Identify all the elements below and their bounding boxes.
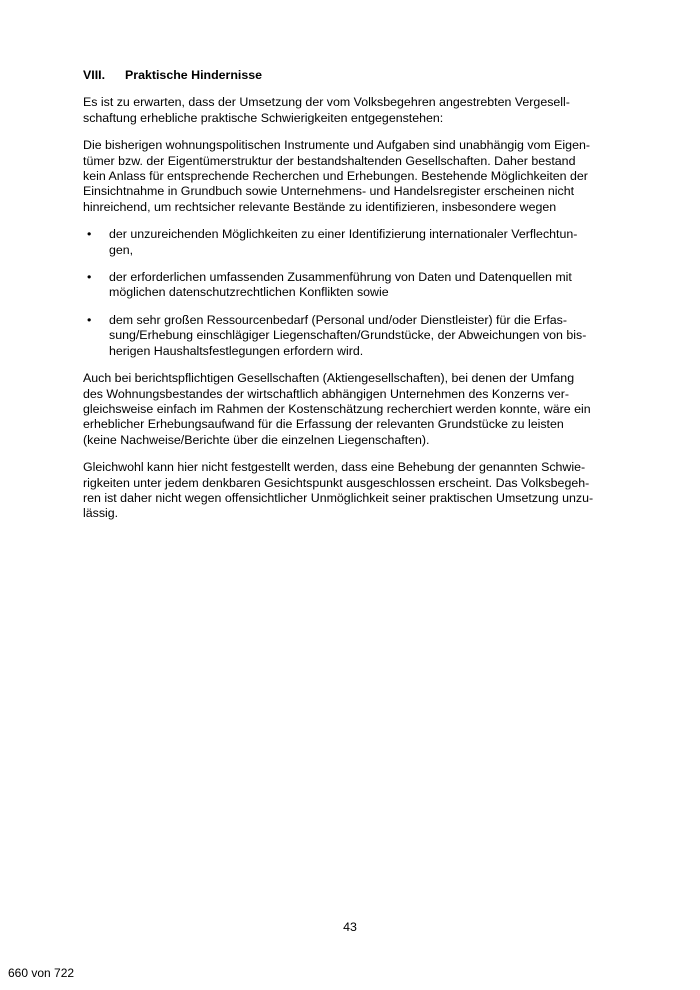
text-line: hinreichend, um rechtsicher relevante Bestände zu identifizieren, insbesondere wegen	[83, 199, 557, 214]
text-line: Die bisherigen wohnungspolitischen Instrumente und Aufgaben sind unabhängig vom Eigen-	[83, 138, 590, 153]
text-line: möglichen datenschutzrechtlichen Konflikten sowie	[109, 285, 389, 300]
text-line: gleichsweise einfach im Rahmen der Kostenschätzung recherchiert werden konnte, wäre ein	[83, 401, 591, 416]
bullet-icon: •	[87, 312, 92, 327]
text-line: schaftung erhebliche praktische Schwierigkeiten entgegenstehen:	[83, 110, 444, 125]
text-line: Einsichtnahme in Grundbuch sowie Unternehmens- und Handelsregister erscheinen nicht	[83, 184, 575, 199]
text-line: (keine Nachweise/Berichte über die einzelnen Liegenschaften).	[83, 432, 430, 447]
page-number: 43	[343, 920, 357, 934]
text-line: tümer bzw. der Eigentümerstruktur der bestandshaltenden Gesellschaften. Daher bestand	[83, 153, 576, 168]
section-heading	[83, 68, 623, 83]
bullet-item	[83, 227, 623, 258]
text-line: der erforderlichen umfassenden Zusammenführung von Daten und Datenquellen mit	[109, 270, 572, 285]
bullet-item	[83, 270, 623, 301]
page-content	[83, 68, 623, 534]
text-line: herigen Haushaltsfestlegungen erfordern wird.	[109, 343, 364, 358]
text-line: erheblicher Erhebungsaufwand für die Erfassung der relevanten Grundstücke zu leisten	[83, 417, 564, 432]
bullet-item	[83, 313, 623, 359]
bullet-list	[83, 227, 623, 359]
text-line: sung/Erhebung einschlägiger Liegenschaften/Grundstücke, der Abweichungen von bis-	[109, 328, 587, 343]
text-line: ren ist daher nicht wegen offensichtlicher Unmöglichkeit seiner praktischen Umsetzung unzu-	[83, 490, 594, 505]
text-line: gen,	[109, 242, 134, 257]
text-line: kein Anlass für entsprechende Recherchen und Erhebungen. Bestehende Möglichkeiten der	[83, 169, 588, 184]
text-line: Es ist zu erwarten, dass der Umsetzung der vom Volksbegehren angestrebten Vergesell-	[83, 95, 570, 110]
text-line: Gleichwohl kann hier nicht festgestellt werden, dass eine Behebung der genannten Schwie-	[83, 460, 586, 475]
document-page-counter: 660 von 722	[8, 966, 75, 980]
bullet-icon: •	[87, 270, 92, 285]
text-line: dem sehr großen Ressourcenbedarf (Personal und/oder Dienstleister) für die Erfas-	[109, 312, 567, 327]
paragraph-stock-companies	[83, 371, 623, 448]
paragraph-intro	[83, 95, 623, 126]
text-line: lässig.	[83, 506, 119, 521]
text-line: rigkeiten unter jedem denkbaren Gesichtspunkt ausgeschlossen erscheint. Das Volksbegeh-	[83, 475, 590, 490]
paragraph-instruments	[83, 138, 623, 215]
text-line: der unzureichenden Möglichkeiten zu einer Identifizierung internationaler Verflechtun-	[109, 227, 578, 242]
section-number: VIII.	[83, 68, 106, 82]
section-title: Praktische Hindernisse	[125, 68, 263, 82]
paragraph-conclusion	[83, 460, 623, 522]
bullet-icon: •	[87, 227, 92, 242]
text-line: Auch bei berichtspflichtigen Gesellschaften (Aktiengesellschaften), bei denen der Umfang	[83, 371, 575, 386]
text-line: des Wohnungsbestandes der wirtschaftlich abhängigen Unternehmen des Konzerns ver-	[83, 386, 570, 401]
